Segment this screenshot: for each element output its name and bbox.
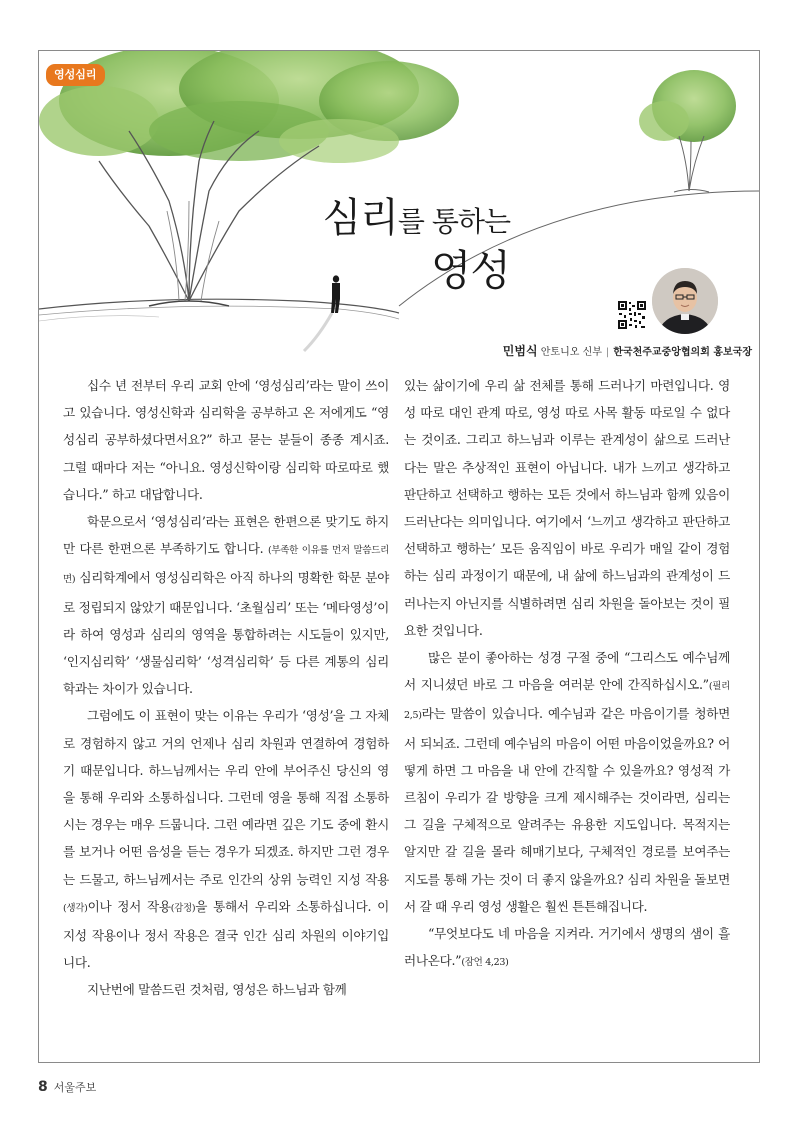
- article-column-left: [63, 372, 389, 1004]
- author-separator: |: [605, 347, 610, 358]
- title-line2: 영성: [430, 246, 510, 295]
- author-role: 안토니오 신부: [540, 347, 602, 358]
- paragraph: 있는 삶이기에 우리 삶 전체를 통해 드러나기 마련입니다. 영성 따로 대인 관계 따로, 영성 따로 사목 활동 따로일 수 없다는 것이죠. 그리고 하느님과 이루는 관계성이 삶으로 드러난다는 말은 추상적인 표현이 아닙니다. 내가 느끼고 생각하고 판단하고 선택하고 행하는 모든 것에서 하느님과 함께 있음이 드러난다는 의미입니다. 여기에서 ‘느끼고 생각하고 판단하고 선택하고 행하는’ 모든 움직임이 바로 우리가 매일 같이 경험하는 심리 과정이기 때문에, 내 삶에 하느님과의 관계성이 드러나는지 아닌지를 식별하려면 심리 차원을 돌아보는 것이 필요한 것입니다.: [404, 378, 730, 638]
- section-badge: 영성심리: [46, 64, 105, 86]
- paragraph: 학문으로서 ‘영성심리’라는 표현은 한편으론 맞기도 하지만 다른 한편으론 부족하기도 합니다. (부족한 이유를 먼저 말씀드리면) 심리학계에서 영성심리학은 아직 하나의 명확한 학문 분야로 정립되지 않았기 때문입니다. ‘초월심리’ 또는 ‘메타영성’이라 하여 영성과 심리의 영역을 통합하려는 시도들이 있지만, ‘인지심리학’ ‘생물심리학’ ‘성격심리학’ 등 다른 계통의 심리학과는 차이가 있습니다.: [63, 514, 389, 697]
- author-portrait-icon: [652, 268, 718, 334]
- author-name: 민범식: [502, 344, 538, 358]
- title-line1-main: 심리: [322, 195, 398, 241]
- page-title: [250, 196, 510, 294]
- author-org: 한국천주교중앙협의회 홍보국장: [613, 347, 752, 358]
- publication-name: 서울주보: [53, 1081, 97, 1094]
- author-line: [503, 342, 752, 359]
- paragraph: 십수 년 전부터 우리 교회 안에 ‘영성심리’라는 말이 쓰이고 있습니다. 영성신학과 심리학을 공부하고 온 저에게도 “영성심리 공부하셨다면서요?” 하고 묻는 분들이 종종 계시죠. 그럴 때마다 저는 “아니요. 영성신학이랑 심리학 따로따로 했습니다.” 하고 대답합니다.: [63, 378, 389, 502]
- paragraph: 많은 분이 좋아하는 성경 구절 중에 “그리스도 예수님께서 지니셨던 바로 그 마음을 여러분 안에 간직하십시오.”(필리 2,5)라는 말씀이 있습니다. 예수님과 같은 마음이기를 청하면서 되뇌죠. 그런데 예수님의 마음이 어떤 마음이었을까요? 어떻게 하면 그 마음을 내 안에 간직할 수 있을까요? 영성적 가르침이 우리가 갈 방향을 크게 제시해주는 것이라면, 심리는 그 길을 구체적으로 알려주는 유용한 지도입니다. 목적지는 알지만 갈 길을 몰라 헤매기보다, 구체적인 경로를 보여주는 지도를 통해 가는 것이 더 좋지 않을까요? 심리 차원을 돌보면서 갈 때 우리 영성 생활은 훨씬 튼튼해집니다.: [404, 650, 730, 914]
- title-line1-sub: 를 통하는: [397, 205, 510, 238]
- paragraph: 지난번에 말씀드린 것처럼, 영성은 하느님과 함께: [87, 982, 347, 998]
- article-column-right: [404, 372, 730, 976]
- paragraph: “무엇보다도 네 마음을 지켜라. 거기에서 생명의 샘이 흘러나온다.”(잠언 4,23): [404, 926, 730, 969]
- page-number: 8: [38, 1079, 48, 1095]
- paragraph: 그럼에도 이 표현이 맞는 이유는 우리가 ‘영성’을 그 자체로 경험하지 않고 거의 언제나 심리 차원과 연결하여 경험하기 때문입니다. 하느님께서는 우리 안에 부어주신 당신의 영을 통해 우리와 소통하십니다. 그런데 영을 통해 직접 소통하시는 경우는 매우 드뭅니다. 그런 예라면 깊은 기도 중에 환시를 보거나 어떤 음성을 듣는 경우가 되겠죠. 하지만 그런 경우는 드물고, 하느님께서는 주로 인간의 상위 능력인 지성 작용(생각)이나 정서 작용(감정)을 통해서 우리와 소통하십니다. 이 지성 작용이나 정서 작용은 결국 인간 심리 차원의 이야기입니다.: [63, 708, 389, 971]
- author-photo: [652, 268, 718, 334]
- qr-code-icon[interactable]: [617, 300, 647, 330]
- page-footer: [38, 1079, 96, 1095]
